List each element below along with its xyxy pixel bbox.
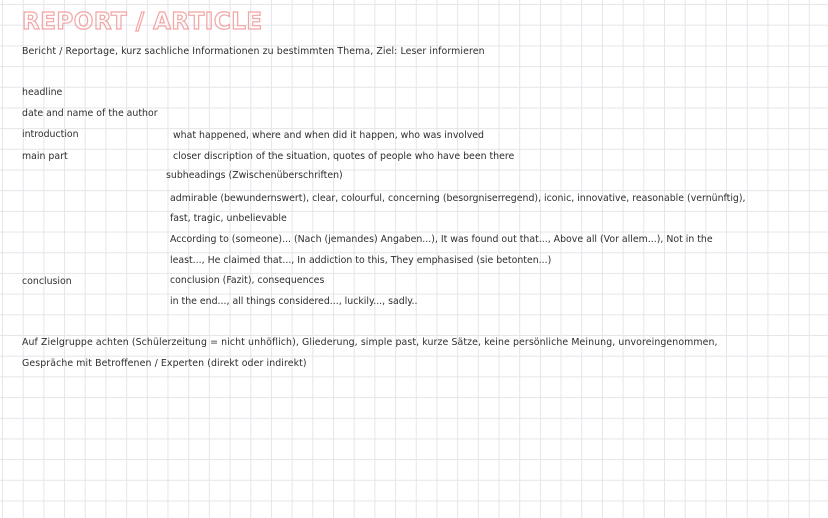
phrases-line-2: least..., He claimed that..., In addiction to this, They emphasised (sie betonten...) — [170, 255, 552, 266]
notes-line-1: Auf Zielgruppe achten (Schülerzeitung = nicht unhöflich), Gliederung, simple past, kurze Sätze, keine persönliche Meinung, unvoreingenommen, — [22, 337, 718, 348]
label-conclusion: conclusion — [22, 276, 72, 287]
label-introduction: introduction — [22, 129, 79, 140]
phrases-line-1: According to (someone)... (Nach (jemandes) Angaben...), It was found out that..., Above all (Vor allem...), Not in the — [170, 234, 713, 245]
label-headline: headline — [22, 87, 63, 98]
label-main-part: main part — [22, 151, 68, 162]
label-date-author: date and name of the author — [22, 108, 158, 119]
notes-line-2: Gespräche mit Betroffenen / Experten (direkt oder indirekt) — [22, 358, 307, 369]
conclusion-text-1: conclusion (Fazit), consequences — [170, 275, 325, 286]
intro-line: Bericht / Reportage, kurz sachliche Informationen zu bestimmten Thema, Ziel: Leser informieren — [22, 46, 485, 57]
adjectives-line-1: admirable (bewundernswert), clear, colourful, concerning (besorgniserregend), iconic, innovative, reasonable (vernünftig), — [170, 193, 746, 204]
subheadings-text: subheadings (Zwischenüberschriften) — [166, 170, 343, 181]
main-part-text: closer discription of the situation, quotes of people who have been there — [173, 151, 515, 162]
introduction-text: what happened, where and when did it happen, who was involved — [173, 130, 484, 141]
adjectives-line-2: fast, tragic, unbelievable — [170, 213, 287, 224]
page-title: REPORT / ARTICLE — [22, 9, 263, 35]
conclusion-text-2: in the end..., all things considered..., luckily..., sadly.. — [170, 296, 418, 307]
